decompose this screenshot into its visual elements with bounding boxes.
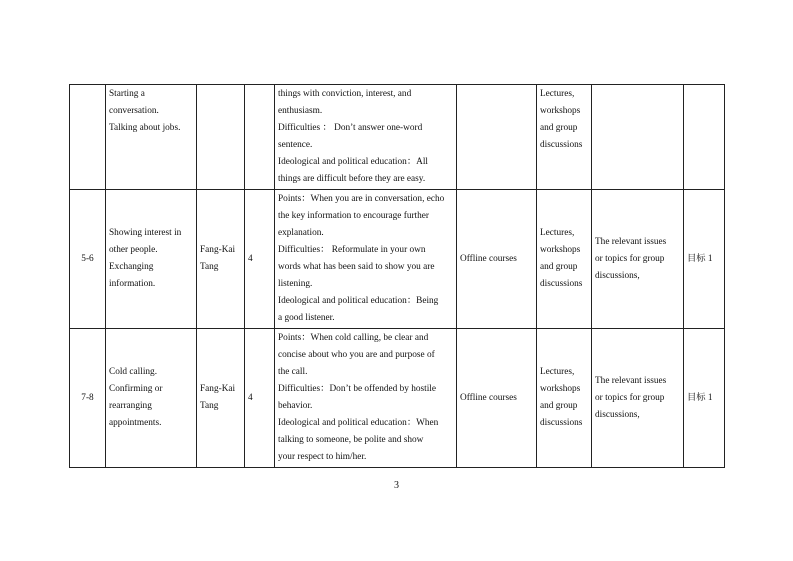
assessment-cell: The relevant issues or topics for group discussions, (592, 190, 684, 329)
mode-cell: Offline courses (457, 190, 537, 329)
table-row (70, 329, 725, 468)
teacher-cell: Fang-Kai Tang (197, 329, 245, 468)
objective-cell: 目标 1 (684, 190, 725, 329)
content-cell: Points：When cold calling, be clear and concise about who you are and purpose of the call. Difficulties：Don’t be offended by hostile behavior. Ideological and political education：When talking to someone, be polite and show your respect to him/her. (275, 329, 457, 468)
methods-cell: Lectures, workshops and group discussions (537, 190, 592, 329)
objective-cell: 目标 1 (684, 329, 725, 468)
page-number: 3 (394, 480, 399, 491)
assessment-cell (592, 85, 684, 190)
week-cell: 5-6 (70, 190, 106, 329)
objective-cell (684, 85, 725, 190)
mode-cell: Offline courses (457, 329, 537, 468)
assessment-cell: The relevant issues or topics for group discussions, (592, 329, 684, 468)
topics-cell: Starting a conversation. Talking about jobs. (106, 85, 197, 190)
table-row (70, 190, 725, 329)
content-cell: things with conviction, interest, and enthusiasm. Difficulties ： Don’t answer one-word sentence. Ideological and political education：All things are difficult before they are easy. (275, 85, 457, 190)
week-cell: 7-8 (70, 329, 106, 468)
hours-cell (245, 85, 275, 190)
topics-cell: Showing interest in other people. Exchanging information. (106, 190, 197, 329)
methods-cell: Lectures, workshops and group discussions (537, 329, 592, 468)
table-body (70, 85, 725, 468)
week-cell (70, 85, 106, 190)
teacher-cell: Fang-Kai Tang (197, 190, 245, 329)
hours-cell: 4 (245, 329, 275, 468)
table-row (70, 85, 725, 190)
mode-cell (457, 85, 537, 190)
hours-cell: 4 (245, 190, 275, 329)
content-cell: Points：When you are in conversation, echo the key information to encourage further explanation. Difficulties： Reformulate in your own words what has been said to show you are listening. Ideological and political education：Being a good listener. (275, 190, 457, 329)
teacher-cell (197, 85, 245, 190)
syllabus-table (69, 84, 725, 468)
methods-cell: Lectures, workshops and group discussions (537, 85, 592, 190)
topics-cell: Cold calling. Confirming or rearranging appointments. (106, 329, 197, 468)
